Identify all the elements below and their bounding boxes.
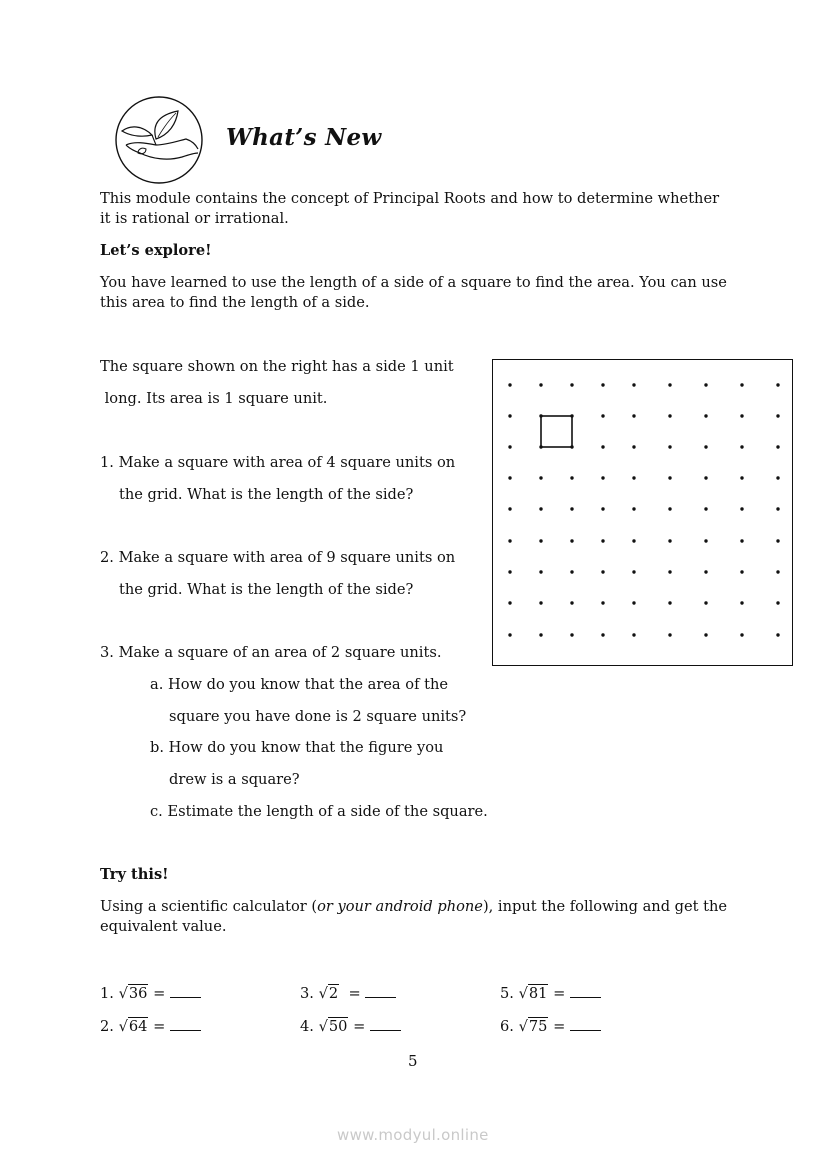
question-2-line-2: the grid. What is the length of the side?: [119, 581, 414, 598]
intro-line-1: This module contains the concept of Principal Roots and how to determine whether: [100, 190, 720, 207]
exercise-item: [300, 1017, 401, 1037]
grid-dot: [776, 507, 779, 510]
grid-dot: [740, 601, 743, 604]
square-root-expression: [319, 984, 340, 1004]
grid-dot: [704, 539, 707, 542]
grid-dot: [668, 414, 671, 417]
grid-dot: [632, 601, 635, 604]
exercise-number: 6.: [500, 1018, 519, 1035]
square-root-expression: [319, 1017, 349, 1037]
grid-dot: [632, 633, 635, 636]
grid-dot: [508, 570, 511, 573]
exercise-item: [100, 984, 201, 1004]
grid-dot: [704, 476, 707, 479]
grid-dot: [632, 507, 635, 510]
grid-dot: [704, 445, 707, 448]
grid-dot: [668, 383, 671, 386]
grid-dot: [632, 570, 635, 573]
square-root-expression: [119, 984, 149, 1004]
exercise-number: 1.: [100, 985, 119, 1002]
question-3a-line-2: square you have done is 2 square units?: [169, 708, 467, 725]
answer-blank[interactable]: [570, 985, 601, 998]
grid-dot: [740, 383, 743, 386]
grid-dot: [539, 476, 542, 479]
radical-sign-icon: √: [118, 985, 128, 1002]
exercise-number: 3.: [300, 985, 319, 1002]
grid-dot: [570, 476, 573, 479]
page-number: 5: [408, 1052, 418, 1070]
question-3a-line-1: a. How do you know that the area of the: [150, 676, 449, 693]
question-1-line-2: the grid. What is the length of the side?: [119, 486, 414, 503]
grid-dot: [601, 507, 604, 510]
grid-dot: [668, 507, 671, 510]
equals-sign: =: [548, 1018, 570, 1035]
grid-dot: [570, 570, 573, 573]
exercise-number: 2.: [100, 1018, 119, 1035]
radical-sign-icon: √: [318, 1018, 328, 1035]
equals-sign: =: [348, 1018, 370, 1035]
explore-heading: Let’s explore!: [100, 242, 212, 259]
grid-dot: [776, 383, 779, 386]
unit-square: [541, 416, 572, 447]
statement-line-2: long. Its area is 1 square unit.: [100, 390, 328, 407]
statement-line-1: The square shown on the right has a side 1 unit: [100, 358, 454, 375]
grid-dot: [776, 445, 779, 448]
grid-dot: [539, 570, 542, 573]
grid-dot: [601, 601, 604, 604]
grid-dot: [668, 445, 671, 448]
grid-dot: [601, 633, 604, 636]
grid-dot: [632, 414, 635, 417]
grid-dot: [632, 445, 635, 448]
dot-grid-canvas: [493, 360, 794, 667]
grid-dot: [508, 633, 511, 636]
answer-blank[interactable]: [170, 985, 201, 998]
radical-sign-icon: √: [118, 1018, 128, 1035]
section-title: What’s New: [226, 124, 382, 151]
grid-dot: [776, 633, 779, 636]
radicand: 50: [328, 1018, 348, 1035]
grid-dot: [539, 633, 542, 636]
grid-dot: [668, 601, 671, 604]
grid-dot: [508, 414, 511, 417]
grid-dot: [601, 476, 604, 479]
grid-dot: [539, 539, 542, 542]
grid-dot: [776, 601, 779, 604]
grid-dot: [704, 570, 707, 573]
grid-dot: [570, 507, 573, 510]
grid-dot: [704, 507, 707, 510]
exercise-number: 5.: [500, 985, 519, 1002]
question-3b-line-2: drew is a square?: [169, 771, 300, 788]
grid-dot: [601, 383, 604, 386]
try-this-heading: Try this!: [100, 866, 169, 883]
grid-dot: [570, 633, 573, 636]
question-1-line-1: 1. Make a square with area of 4 square units on: [100, 454, 456, 471]
try-this-text-a: Using a scientific calculator (: [100, 898, 318, 915]
question-3b-line-1: b. How do you know that the figure you: [150, 739, 444, 756]
grid-dot: [601, 445, 604, 448]
exercise-item: [100, 1017, 201, 1037]
grid-dot: [632, 476, 635, 479]
question-3: 3. Make a square of an area of 2 square units.: [100, 644, 442, 661]
grid-dot: [539, 507, 542, 510]
grid-dot: [632, 539, 635, 542]
grid-dot: [740, 539, 743, 542]
radicand: 81: [528, 985, 548, 1002]
grid-dot: [668, 633, 671, 636]
grid-dot: [740, 633, 743, 636]
try-this-italic: or your android phone: [317, 898, 483, 915]
grid-dot: [508, 601, 511, 604]
grid-dot: [539, 601, 542, 604]
radicand: 75: [528, 1018, 548, 1035]
square-root-expression: [119, 1017, 149, 1037]
grid-dot: [668, 476, 671, 479]
grid-dot: [776, 539, 779, 542]
hand-holding-seedling-icon: [112, 95, 208, 185]
watermark: www.modyul.online: [337, 1126, 489, 1144]
grid-dot: [740, 507, 743, 510]
exercise-number: 4.: [300, 1018, 319, 1035]
grid-dot: [570, 601, 573, 604]
radicand: 36: [128, 985, 148, 1002]
grid-dot: [776, 414, 779, 417]
equals-sign: =: [148, 985, 170, 1002]
square-root-expression: [519, 1017, 549, 1037]
grid-dot: [704, 414, 707, 417]
explore-line-2: this area to find the length of a side.: [100, 294, 370, 311]
question-3c: c. Estimate the length of a side of the square.: [150, 803, 488, 820]
grid-dot: [508, 383, 511, 386]
grid-dot: [508, 476, 511, 479]
question-2-line-1: 2. Make a square with area of 9 square units on: [100, 549, 456, 566]
square-root-expression: [519, 984, 549, 1004]
grid-dot: [539, 383, 542, 386]
grid-dot: [508, 507, 511, 510]
try-this-text-b: ), input the following and get the: [482, 898, 728, 915]
equals-sign: =: [548, 985, 570, 1002]
grid-dot: [601, 539, 604, 542]
equals-sign: =: [339, 985, 366, 1002]
grid-dot: [740, 414, 743, 417]
exercise-item: [500, 1017, 601, 1037]
grid-dot: [704, 633, 707, 636]
grid-dot: [570, 383, 573, 386]
exercise-item: [500, 984, 601, 1004]
grid-dot: [508, 445, 511, 448]
grid-dot: [668, 570, 671, 573]
answer-blank[interactable]: [170, 1018, 201, 1031]
try-this-line-2: equivalent value.: [100, 918, 227, 935]
radical-sign-icon: √: [318, 985, 328, 1002]
radicand: 2: [328, 985, 339, 1002]
grid-dot: [601, 570, 604, 573]
try-this-line-1: [100, 897, 727, 917]
grid-dot: [776, 570, 779, 573]
radical-sign-icon: √: [518, 985, 528, 1002]
answer-blank[interactable]: [570, 1018, 601, 1031]
grid-dot: [740, 570, 743, 573]
answer-blank[interactable]: [365, 985, 396, 998]
grid-dot: [740, 445, 743, 448]
answer-blank[interactable]: [370, 1018, 401, 1031]
grid-dot: [601, 414, 604, 417]
grid-dot: [570, 539, 573, 542]
exercise-item: [300, 984, 396, 1004]
grid-dot: [632, 383, 635, 386]
equals-sign: =: [148, 1018, 170, 1035]
radicand: 64: [128, 1018, 148, 1035]
grid-dot: [776, 476, 779, 479]
explore-line-1: You have learned to use the length of a side of a square to find the area. You can use: [100, 274, 727, 291]
intro-line-2: it is rational or irrational.: [100, 210, 289, 227]
grid-dot: [740, 476, 743, 479]
grid-dot: [704, 383, 707, 386]
radical-sign-icon: √: [518, 1018, 528, 1035]
grid-dot: [508, 539, 511, 542]
grid-dot: [668, 539, 671, 542]
grid-dot: [704, 601, 707, 604]
dot-grid: [492, 359, 793, 666]
